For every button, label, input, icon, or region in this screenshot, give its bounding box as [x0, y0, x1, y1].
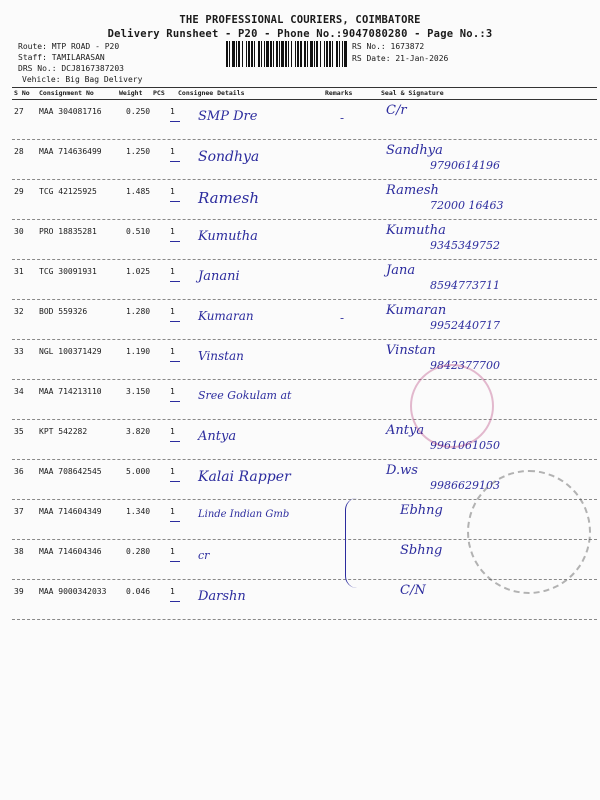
- handwritten-signature: Jana: [386, 263, 416, 278]
- row-pcs: 1: [170, 587, 175, 596]
- row-weight: 3.820: [126, 427, 151, 436]
- consignment-number: NGL 100371429: [39, 347, 102, 356]
- handwritten-remark: -: [340, 111, 345, 125]
- row-pcs: 1: [170, 547, 175, 556]
- row-sno: 38: [14, 547, 24, 556]
- table-row: [12, 99, 597, 140]
- col-remarks: Remarks: [325, 89, 353, 97]
- handwritten-consignee: Kalai Rapper: [198, 469, 291, 485]
- barcode-icon: [226, 41, 348, 67]
- handwritten-signature: C/r: [386, 103, 407, 118]
- handwritten-dash: [170, 321, 180, 322]
- row-sno: 34: [14, 387, 24, 396]
- staff-label: Staff: TAMILARASAN: [18, 53, 105, 62]
- handwritten-dash: [170, 441, 180, 442]
- table-row: [12, 339, 597, 380]
- consignment-number: TCG 42125925: [39, 187, 97, 196]
- handwritten-phone: 9961061050: [430, 439, 500, 452]
- table-row: [12, 179, 597, 220]
- handwritten-phone: 72000 16463: [430, 199, 504, 212]
- handwritten-consignee: SMP Dre: [198, 109, 258, 124]
- row-sno: 37: [14, 507, 24, 516]
- row-pcs: 1: [170, 507, 175, 516]
- consignment-number: MAA 714636499: [39, 147, 102, 156]
- handwritten-consignee: Linde Indian Gmb: [198, 509, 290, 520]
- runsheet-subtitle: Delivery Runsheet - P20 - Phone No.:9047080280 - Page No.:3: [107, 28, 493, 40]
- handwritten-dash: [170, 601, 180, 602]
- row-weight: 0.250: [126, 107, 151, 116]
- row-pcs: 1: [170, 387, 175, 396]
- row-pcs: 1: [170, 307, 175, 316]
- consignment-number: TCG 30091931: [39, 267, 97, 276]
- consignment-number: MAA 708642545: [39, 467, 102, 476]
- consignment-number: MAA 714604349: [39, 507, 102, 516]
- row-weight: 1.190: [126, 347, 151, 356]
- grouping-brace: [345, 498, 364, 588]
- row-weight: 0.280: [126, 547, 151, 556]
- row-sno: 31: [14, 267, 24, 276]
- handwritten-dash: [170, 361, 180, 362]
- handwritten-dash: [170, 481, 180, 482]
- drs-number: DRS No.: DCJ8167387203: [18, 64, 124, 73]
- col-consignment-no: Consignment No: [39, 89, 94, 97]
- table-row: [12, 299, 597, 340]
- handwritten-signature: Ramesh: [386, 183, 439, 198]
- row-sno: 30: [14, 227, 24, 236]
- col-consignee: Consignee Details: [178, 89, 245, 97]
- handwritten-dash: [170, 281, 180, 282]
- handwritten-remark: -: [340, 311, 345, 325]
- col-weight: Weight: [119, 89, 143, 97]
- handwritten-signature: D.ws: [386, 463, 418, 478]
- table-row: [12, 259, 597, 300]
- row-weight: 3.150: [126, 387, 151, 396]
- row-sno: 29: [14, 187, 24, 196]
- row-sno: 33: [14, 347, 24, 356]
- table-row: [12, 419, 597, 460]
- row-pcs: 1: [170, 187, 175, 196]
- handwritten-dash: [170, 561, 180, 562]
- row-pcs: 1: [170, 467, 175, 476]
- handwritten-signature: Antya: [386, 423, 425, 438]
- consignment-number: MAA 304081716: [39, 107, 102, 116]
- row-sno: 27: [14, 107, 24, 116]
- handwritten-consignee: Janani: [198, 269, 240, 284]
- consignment-number: KPT 542282: [39, 427, 88, 436]
- rs-number: RS No.: 1673872: [352, 42, 425, 51]
- company-title: THE PROFESSIONAL COURIERS, COIMBATORE: [179, 14, 421, 26]
- consignment-number: MAA 714213110: [39, 387, 102, 396]
- handwritten-signature: Vinstan: [386, 343, 436, 358]
- handwritten-signature: Sbhng: [400, 543, 443, 558]
- row-weight: 1.485: [126, 187, 151, 196]
- col-seal-signature: Seal & Signature: [381, 89, 444, 97]
- row-pcs: 1: [170, 267, 175, 276]
- row-pcs: 1: [170, 427, 175, 436]
- handwritten-phone: 9952440717: [430, 319, 500, 332]
- row-weight: 0.046: [126, 587, 151, 596]
- handwritten-consignee: Sondhya: [198, 149, 260, 165]
- courier-stamp: [410, 364, 494, 448]
- handwritten-signature: Kumaran: [386, 303, 447, 318]
- col-sno: S No: [14, 89, 30, 97]
- vehicle-label: Vehicle: Big Bag Delivery: [22, 75, 143, 84]
- consignment-number: PRO 18835281: [39, 227, 97, 236]
- handwritten-consignee: Darshn: [198, 589, 246, 604]
- handwritten-consignee: Antya: [198, 429, 237, 444]
- handwritten-phone: 8594773711: [430, 279, 500, 292]
- handwritten-signature: Sandhya: [386, 143, 443, 158]
- handwritten-dash: [170, 241, 180, 242]
- handwritten-consignee: Kumaran: [198, 309, 254, 323]
- row-pcs: 1: [170, 347, 175, 356]
- row-weight: 1.340: [126, 507, 151, 516]
- consignment-number: BOD 559326: [39, 307, 88, 316]
- handwritten-signature: Ebhng: [400, 503, 443, 518]
- row-pcs: 1: [170, 227, 175, 236]
- row-sno: 32: [14, 307, 24, 316]
- handwritten-signature: C/N: [400, 583, 426, 598]
- handwritten-consignee: Sree Gokulam at: [198, 389, 292, 402]
- consignment-number: MAA 714604346: [39, 547, 102, 556]
- handwritten-dash: [170, 161, 180, 162]
- row-sno: 39: [14, 587, 24, 596]
- row-weight: 1.250: [126, 147, 151, 156]
- handwritten-consignee: Ramesh: [198, 189, 260, 207]
- table-row: [12, 139, 597, 180]
- row-pcs: 1: [170, 107, 175, 116]
- handwritten-consignee: Vinstan: [198, 349, 244, 363]
- handwritten-phone: 9790614196: [430, 159, 500, 172]
- row-sno: 28: [14, 147, 24, 156]
- consignment-number: MAA 9000342033: [39, 587, 107, 596]
- handwritten-phone: 9842377700: [430, 359, 500, 372]
- handwritten-dash: [170, 121, 180, 122]
- row-weight: 1.025: [126, 267, 151, 276]
- row-sno: 35: [14, 427, 24, 436]
- company-seal: [467, 470, 591, 594]
- row-pcs: 1: [170, 147, 175, 156]
- handwritten-phone: 9345349752: [430, 239, 500, 252]
- table-row: [12, 379, 597, 420]
- table-row: [12, 219, 597, 260]
- row-weight: 0.510: [126, 227, 151, 236]
- handwritten-consignee: Kumutha: [198, 229, 258, 244]
- route-label: Route: MTP ROAD - P20: [18, 42, 120, 51]
- row-weight: 1.280: [126, 307, 151, 316]
- col-pcs: PCS: [153, 89, 165, 97]
- row-sno: 36: [14, 467, 24, 476]
- handwritten-dash: [170, 401, 180, 402]
- rs-date: RS Date: 21-Jan-2026: [352, 54, 449, 63]
- handwritten-phone: 9986629103: [430, 479, 500, 492]
- handwritten-dash: [170, 201, 180, 202]
- handwritten-signature: Kumutha: [386, 223, 446, 238]
- row-weight: 5.000: [126, 467, 151, 476]
- handwritten-dash: [170, 521, 180, 522]
- handwritten-consignee: cr: [198, 549, 210, 562]
